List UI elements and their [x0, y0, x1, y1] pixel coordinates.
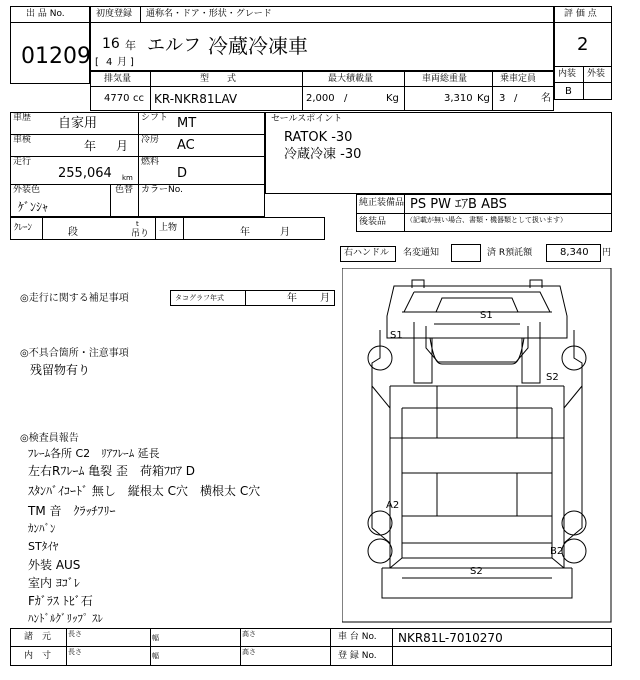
color-label: 外装色	[13, 185, 41, 195]
interior-dims-label: 内 寸	[24, 651, 52, 661]
inspection-label: 車検	[13, 135, 32, 145]
displacement-unit: cc	[133, 93, 144, 104]
lot-label: 出 品 No.	[26, 9, 65, 19]
height-label: 高さ	[242, 630, 256, 638]
capacity-label: 乗車定員	[500, 74, 537, 84]
shift-label: シフト	[141, 113, 169, 123]
inspector-line: STﾀｲﾔ	[28, 540, 59, 553]
capacity-unit: 名	[541, 93, 551, 104]
defects-label: ◎不具合箇所・注意事項	[20, 348, 129, 359]
inspector-line: ｽﾀﾝﾊﾞｲｺｰﾄﾞ 無し 縦根太 C穴 横根太 C穴	[28, 484, 261, 498]
model-name: エルフ	[147, 35, 201, 56]
height-label-2: 高さ	[242, 648, 256, 656]
mileage-value: 255,064	[58, 166, 112, 181]
right-handle: 右ハンドル	[344, 248, 390, 258]
registration-no-label: 登 録 No.	[338, 651, 377, 661]
length-label-2: 長さ	[68, 648, 82, 656]
exterior-label: 外装	[587, 69, 606, 79]
name-change-label: 名変通知	[403, 248, 440, 258]
gross-weight-label: 車両総重量	[422, 74, 468, 84]
length-label: 長さ	[68, 630, 82, 638]
oem-label: 純正装備品	[359, 198, 405, 208]
month-unit: 月	[117, 57, 127, 68]
max-load: 2,000	[306, 93, 335, 104]
history-label: 車歴	[13, 113, 32, 123]
shift-value: MT	[177, 116, 197, 131]
recycle-unit: 円	[602, 248, 612, 258]
capacity-sep: /	[514, 93, 518, 104]
upper-month-unit: 月	[280, 227, 290, 238]
aftermarket-label: 後装品	[359, 217, 387, 227]
inspector-label: ◎検査員報告	[20, 433, 79, 444]
sales-point-line-1: RATOK -30	[284, 130, 353, 145]
displacement: 4770	[104, 93, 130, 104]
capacity: 3	[499, 93, 506, 104]
inspector-line: 左右Rﾌﾚｰﾑ 亀裂 歪 荷箱ﾌﾛｱ D	[28, 464, 196, 478]
inspector-line: 外装 AUS	[28, 558, 81, 572]
fuel-label: 燃料	[141, 157, 160, 167]
mileage-label: 走行	[13, 157, 32, 167]
inspector-line: ﾌﾚｰﾑ各所 C2 ﾘｱﾌﾚｰﾑ 延長	[28, 447, 160, 460]
tachograph-label: タコグラフ年式	[175, 294, 224, 302]
driving-remarks-label: ◎走行に関する補足事項	[20, 293, 129, 304]
recycle-amount: 8,340	[560, 247, 589, 258]
aftermarket-note: （記載が無い場合、書類・機器類として扱います）	[406, 216, 567, 224]
crane-steps: 段	[68, 227, 78, 238]
name-change-box	[451, 244, 481, 262]
tacho-year-unit: 年	[287, 293, 297, 304]
mark-s1-cab: S1	[480, 310, 493, 321]
first-reg-year: 16	[102, 36, 120, 52]
interior-grade: B	[565, 86, 572, 97]
defect-line: 残留物有り	[30, 363, 91, 377]
mileage-unit: km	[122, 174, 133, 182]
model-code: KR-NKR81LAV	[154, 92, 238, 106]
inspector-line: ｶﾝﾊﾞﾝ	[28, 522, 56, 535]
gross-weight-unit: Kg	[477, 93, 490, 104]
oem-value: PS PW ｴｱB ABS	[410, 197, 507, 212]
grade: 冷蔵冷凍車	[208, 34, 308, 58]
interior-label: 内装	[558, 69, 577, 79]
mark-b2: B2	[550, 546, 564, 557]
upper-year-unit: 年	[240, 227, 250, 238]
crane-t: t	[136, 220, 139, 228]
width-label: 幅	[152, 634, 159, 642]
sales-points-label: セールスポイント	[271, 114, 343, 124]
history-value: 自家用	[58, 116, 98, 131]
mark-s2-rear: S2	[470, 566, 483, 577]
displacement-label: 排気量	[104, 74, 132, 84]
first-reg-label: 初度登録	[96, 9, 133, 19]
lot-number: 01209	[21, 44, 91, 69]
mark-a2: A2	[386, 500, 400, 511]
upper-label: 上物	[159, 223, 178, 233]
crane-label: ｸﾚｰﾝ	[14, 223, 33, 233]
color-value: ｹﾞﾝｼｬ	[18, 200, 49, 214]
footer-box	[10, 628, 612, 666]
inspection-month-unit: 月	[116, 139, 129, 153]
vehicle-damage-diagram	[342, 268, 612, 623]
mark-s2-right: S2	[546, 372, 559, 383]
color-swap-label: 色替	[115, 185, 134, 195]
front-wheels	[368, 346, 586, 370]
ac-value: AC	[177, 138, 195, 153]
model-label: 型 式	[200, 74, 237, 84]
chassis-no-label: 車 台 No.	[338, 632, 377, 642]
color-no-label: カラーNo.	[141, 185, 183, 195]
max-load-unit: Kg	[386, 93, 399, 104]
width-label-2: 幅	[152, 652, 159, 660]
name-label: 通称名・ドア・形状・グレード	[146, 9, 272, 19]
first-reg-month: 4	[106, 57, 113, 68]
score-value: 2	[577, 34, 589, 55]
tacho-month-unit: 月	[320, 293, 330, 304]
inspector-line: ﾊﾝﾄﾞﾙｸﾞﾘｯﾌﾟ ｽﾚ	[28, 612, 103, 625]
dims-label: 諸 元	[24, 632, 52, 642]
crane-lift: 吊り	[131, 229, 150, 239]
inspection-year-unit: 年	[84, 139, 97, 153]
fuel-value: D	[177, 166, 188, 181]
chassis-no: NKR81L-7010270	[398, 631, 503, 645]
ac-label: 冷房	[141, 135, 160, 145]
cab-outline	[372, 280, 582, 386]
sales-point-line-2: 冷蔵冷凍 -30	[284, 147, 362, 162]
inspector-line: Fｶﾞﾗｽ ﾄﾋﾞ石	[28, 594, 93, 608]
max-load-sep: /	[344, 93, 348, 104]
year-unit: 年	[125, 39, 136, 52]
max-load-label: 最大積載量	[328, 74, 374, 84]
recycle-label: 済 R預託額	[487, 248, 533, 258]
gross-weight: 3,310	[444, 93, 473, 104]
score-label: 評 価 点	[564, 9, 597, 19]
inspector-line: 室内 ﾖｺﾞﾚ	[28, 576, 80, 590]
mark-s1-left: S1	[390, 330, 403, 341]
inspector-line: TM 音 ｸﾗｯﾁﾌﾘｰ	[28, 504, 116, 518]
